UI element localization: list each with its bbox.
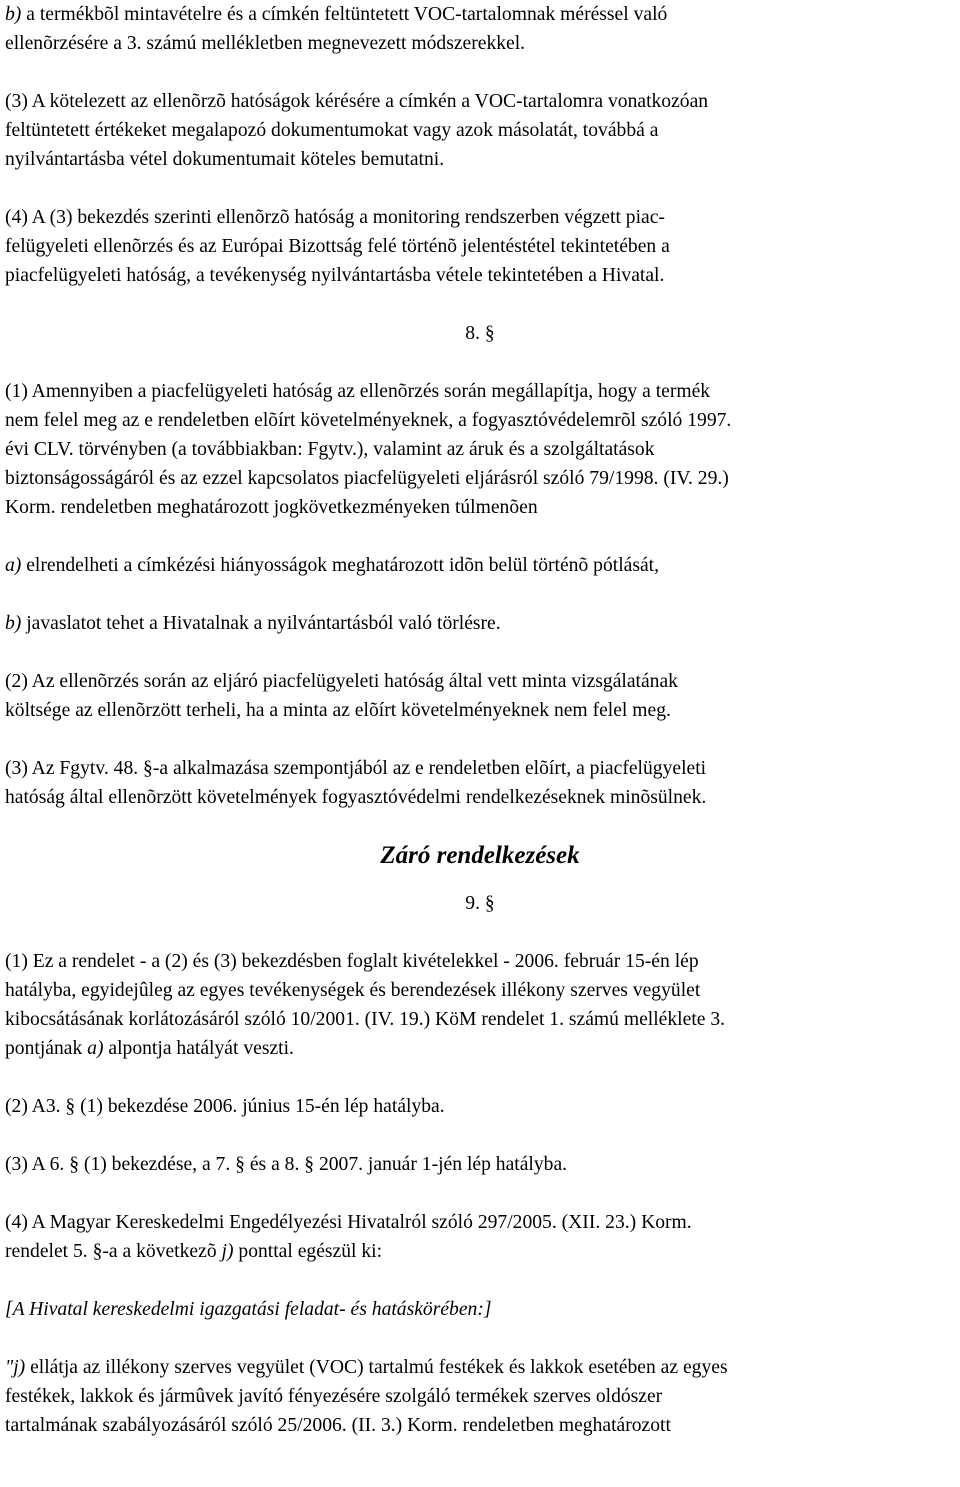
- section-8-paragraph-1-line: biztonságosságáról és az ezzel kapcsolatos piacfelügyeleti eljárásról szóló 79/1998. (IV. 29.): [5, 468, 729, 489]
- section-9-paragraph-4-line-2-pre: rendelet 5. §-a a következõ: [5, 1241, 222, 1262]
- item-j-marker: "j): [5, 1357, 26, 1378]
- paragraph-3-line: feltüntetett értékeket megalapozó dokumentumokat vagy azok másolatát, továbbá a: [5, 120, 659, 141]
- item-a-text: elrendelheti a címkézési hiányosságok meghatározott idõn belül történõ pótlását,: [21, 555, 660, 576]
- bracket-line: [5, 1295, 955, 1324]
- bracket-line-text: [A Hivatal kereskedelmi igazgatási feladat- és hatáskörében:]: [5, 1299, 492, 1320]
- section-9-paragraph-3: (3) A 6. § (1) bekezdése, a 7. § és a 8. § 2007. január 1-jén lép hatályba.: [5, 1154, 568, 1175]
- section-9-paragraph-1-line: (1) Ez a rendelet - a (2) és (3) bekezdésben foglalt kivételekkel - 2006. február 15-én lép: [5, 951, 699, 972]
- section-9-paragraph-4-line-2-post: ponttal egészül ki:: [233, 1241, 383, 1262]
- item-j-text: ellátja az illékony szerves vegyület (VOC) tartalmú festékek és lakkok esetében az egyes: [25, 1357, 728, 1378]
- section-9-paragraph-4-line-2: [5, 1237, 955, 1266]
- item-j-line-1: [5, 1353, 955, 1382]
- paragraph-3-line: (3) A kötelezett az ellenõrzõ hatóságok kérésére a címkén a VOC-tartalomra vonatkozóan: [5, 91, 709, 112]
- item-a-marker: a): [5, 555, 22, 576]
- item-j-line: festékek, lakkok és jármûvek javító fényezésére szolgáló termékek szerves oldószer: [5, 1386, 663, 1407]
- item-b-top-text: a termékbõl mintavételre és a címkén feltüntetett VOC-tartalomnak méréssel való: [21, 4, 668, 25]
- paragraph-3-line: nyilvántartásba vétel dokumentumait köteles bemutatni.: [5, 149, 445, 170]
- section-9-paragraph-4-line-2-italic: j): [221, 1241, 234, 1262]
- item-b-text: javaslatot tehet a Hivatalnak a nyilvántartásból való törlésre.: [21, 613, 501, 634]
- item-b-top: [5, 0, 955, 58]
- section-8-paragraph-3-line: hatóság által ellenõrzött követelmények fogyasztóvédelmi rendelkezéseknek minõsülnek.: [5, 787, 707, 808]
- section-8-title: 8. §: [465, 323, 495, 344]
- section-9-paragraph-1-line: hatályba, egyidejûleg az egyes tevékenységek és berendezések illékony szerves vegyület: [5, 980, 701, 1001]
- section-8-paragraph-1-line: nem felel meg az e rendeletben elõírt követelményeknek, a fogyasztóvédelemrõl szóló 1997.: [5, 410, 732, 431]
- paragraph-4-line: (4) A (3) bekezdés szerinti ellenõrzõ hatóság a monitoring rendszerben végzett piac-: [5, 207, 665, 228]
- closing-provisions-heading: Záró rendelkezések: [380, 842, 580, 869]
- paragraph-4-line: felügyeleti ellenõrzés és az Európai Bizottság felé történõ jelentéstétel tekintetében a: [5, 236, 670, 257]
- item-b-top-line-2: ellenõrzésére a 3. számú mellékletben megnevezett módszerekkel.: [5, 33, 526, 54]
- section-8-paragraph-1-line: Korm. rendeletben meghatározott jogkövetkezményeken túlmenõen: [5, 497, 538, 518]
- section-9-paragraph-1-last-italic: a): [87, 1038, 104, 1059]
- item-b-marker: b): [5, 613, 22, 634]
- section-9-title: 9. §: [465, 893, 495, 914]
- section-9-paragraph-1-last-line: [5, 1034, 955, 1063]
- section-9-paragraph-4: [5, 1208, 955, 1266]
- section-8-paragraph-2: [5, 667, 955, 725]
- paragraph-3: [5, 87, 955, 174]
- item-j-line: tartalmának szabályozásáról szóló 25/2006. (II. 3.) Korm. rendeletben meghatározott: [5, 1415, 671, 1436]
- section-8-paragraph-2-line: költsége az ellenõrzött terheli, ha a minta az elõírt követelményeknek nem felel meg.: [5, 700, 671, 721]
- section-8-paragraph-2-line: (2) Az ellenõrzés során az eljáró piacfelügyeleti hatóság által vett minta vizsgálatának: [5, 671, 678, 692]
- section-9-paragraph-4-line-1: (4) A Magyar Kereskedelmi Engedélyezési Hivatalról szóló 297/2005. (XII. 23.) Korm.: [5, 1212, 692, 1233]
- item-a: [5, 551, 955, 580]
- section-8-paragraph-3: [5, 754, 955, 812]
- paragraph-4-line: piacfelügyeleti hatóság, a tevékenység nyilvántartásba vétele tekintetében a Hivatal.: [5, 265, 665, 286]
- section-8-paragraph-3-line: (3) Az Fgytv. 48. §-a alkalmazása szempontjából az e rendeletben elõírt, a piacfelügyeleti: [5, 758, 707, 779]
- section-9-paragraph-1: [5, 947, 955, 1063]
- section-9-paragraph-2: (2) A3. § (1) bekezdése 2006. június 15-én lép hatályba.: [5, 1096, 445, 1117]
- item-b-top-line-1: [5, 0, 955, 29]
- section-8-paragraph-1-line: évi CLV. törvényben (a továbbiakban: Fgytv.), valamint az áruk és a szolgáltatások: [5, 439, 655, 460]
- section-9-paragraph-1-line: kibocsátásának korlátozásáról szóló 10/2001. (IV. 19.) KöM rendelet 1. számú melléklete 3.: [5, 1009, 726, 1030]
- section-9-paragraph-1-last-pre: pontjának: [5, 1038, 88, 1059]
- document-page: [5, 0, 955, 1440]
- section-8-paragraph-1-line: (1) Amennyiben a piacfelügyeleti hatóság az ellenõrzés során megállapítja, hogy a termék: [5, 381, 711, 402]
- item-b: [5, 609, 955, 638]
- item-j: [5, 1353, 955, 1440]
- section-9-paragraph-1-last-post: alpontja hatályát veszti.: [103, 1038, 294, 1059]
- paragraph-4: [5, 203, 955, 290]
- section-8-paragraph-1: [5, 377, 955, 522]
- item-b-top-marker: b): [5, 4, 22, 25]
